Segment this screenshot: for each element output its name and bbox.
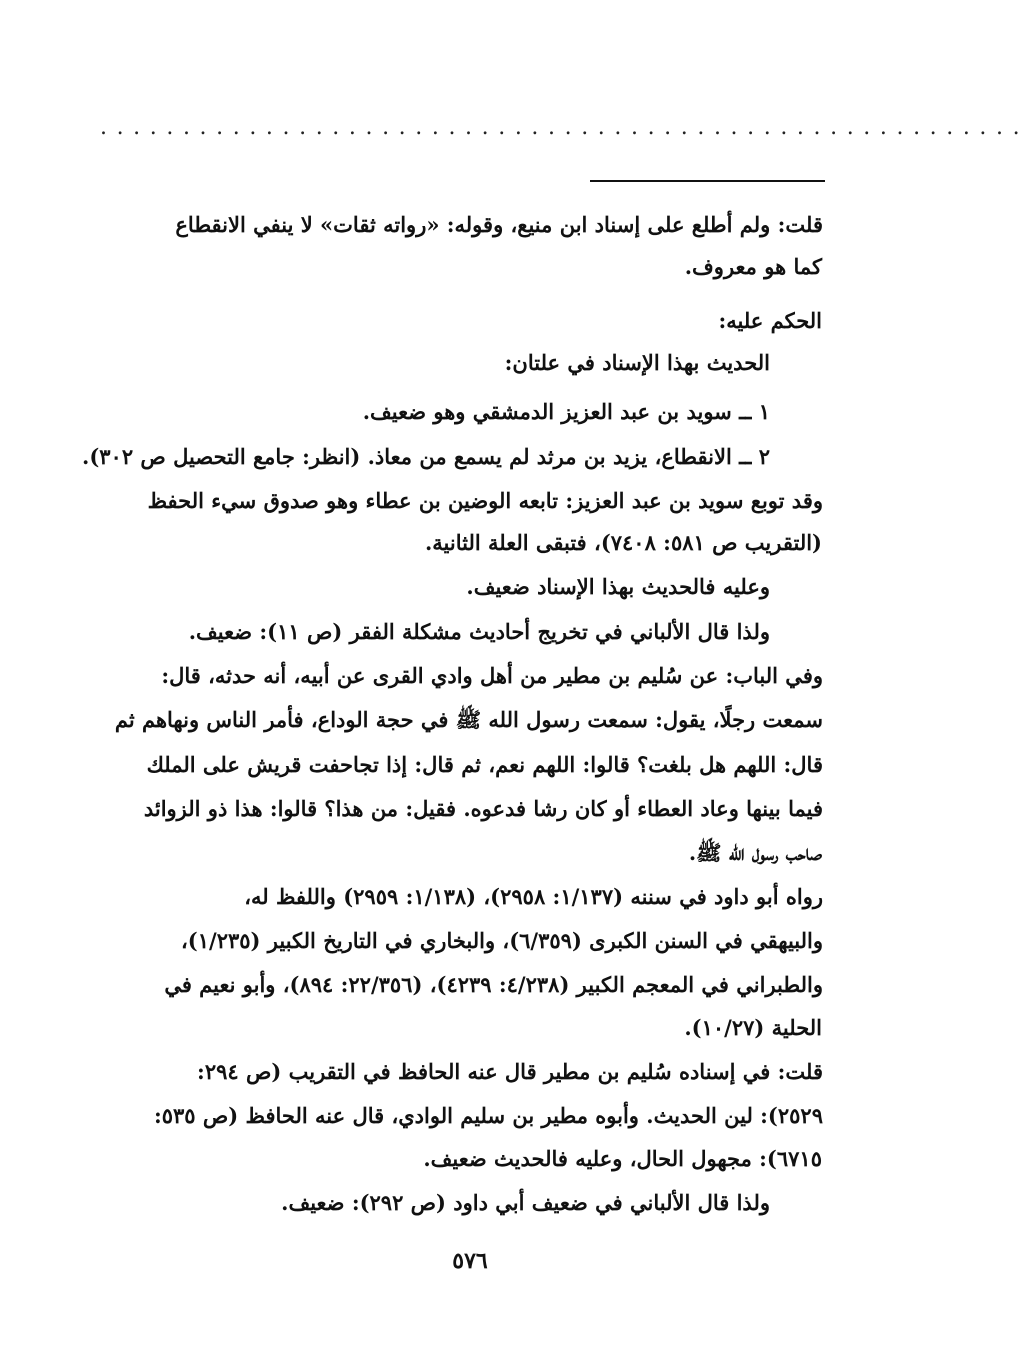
- text-line: والطبراني في المعجم الكبير (٤/٢٣٨: ٤٢٣٩)، (٢٢/٣٥٦: ٨٩٤)، وأبو نعيم في: [164, 972, 823, 997]
- text-line: وقد توبع سويد بن عبد العزيز: تابعه الوضين بن عطاء وهو صدوق سيء الحفظ: [147, 488, 823, 513]
- text-line: ولذا قال الألباني في تخريج أحاديث مشكلة الفقر (ص ١١): ضعيف.: [188, 619, 770, 644]
- text-line: ٦٧١٥): مجهول الحال، وعليه فالحديث ضعيف.: [423, 1146, 822, 1171]
- text-line: وعليه فالحديث بهذا الإسناد ضعيف.: [466, 574, 770, 599]
- text-line: قلت: في إسناده سُليم بن مطير قال عنه الحافظ في التقريب (ص ٢٩٤:: [197, 1059, 823, 1084]
- text-line: صاحب رسول الله ﷺ.: [688, 840, 822, 865]
- page-number: ٥٧٦: [452, 1248, 488, 1274]
- text-line: سمعت رجلًا، يقول: سمعت رسول الله ﷺ في حجة الوداع، فأمر الناس ونهاهم ثم: [114, 707, 823, 732]
- text-line: الحلية (١٠/٢٧).: [684, 1015, 822, 1040]
- list-item: ١ ــ سويد بن عبد العزيز الدمشقي وهو ضعيف.: [362, 399, 770, 424]
- text-line: ٢٥٢٩): لين الحديث. وأبوه مطير بن سليم الوادي، قال عنه الحافظ (ص ٥٣٥:: [153, 1103, 823, 1128]
- footnote-rule: [590, 180, 825, 182]
- separator-dots: ........................................................: [100, 115, 1029, 140]
- text-line: الحديث بهذا الإسناد في علتان:: [504, 350, 770, 375]
- section-heading: الحكم عليه:: [718, 308, 822, 333]
- text-line: قال: اللهم هل بلغت؟ قالوا: اللهم نعم، ثم قال: إذا تجاحفت قريش على الملك: [146, 752, 823, 777]
- text-line: فيما بينها وعاد العطاء أو كان رشا فدعوه. فقيل: من هذا؟ قالوا: هذا ذو الزوائد: [143, 796, 823, 821]
- text-line: (التقريب ص ٥٨١: ٧٤٠٨)، فتبقى العلة الثانية.: [424, 530, 822, 555]
- text-line: قلت: ولم أطلع على إسناد ابن منيع، وقوله: «رواته ثقات» لا ينفي الانقطاع: [175, 212, 823, 237]
- text-line: رواه أبو داود في سننه (١/١٣٧: ٢٩٥٨)، (١/١٣٨: ٢٩٥٩) واللفظ له،: [244, 884, 823, 909]
- list-item: ٢ ــ الانقطاع، يزيد بن مرثد لم يسمع من معاذ. (انظر: جامع التحصيل ص ٣٠٢).: [82, 444, 770, 469]
- text-line: والبيهقي في السنن الكبرى (٦/٣٥٩)، والبخاري في التاريخ الكبير (١/٢٣٥)،: [181, 928, 823, 953]
- text-line: ولذا قال الألباني في ضعيف أبي داود (ص ٢٩٢): ضعيف.: [281, 1190, 770, 1215]
- text-line: كما هو معروف.: [684, 254, 822, 279]
- text-line: وفي الباب: عن سُليم بن مطير من أهل وادي القرى عن أبيه، أنه حدثه، قال:: [161, 663, 823, 688]
